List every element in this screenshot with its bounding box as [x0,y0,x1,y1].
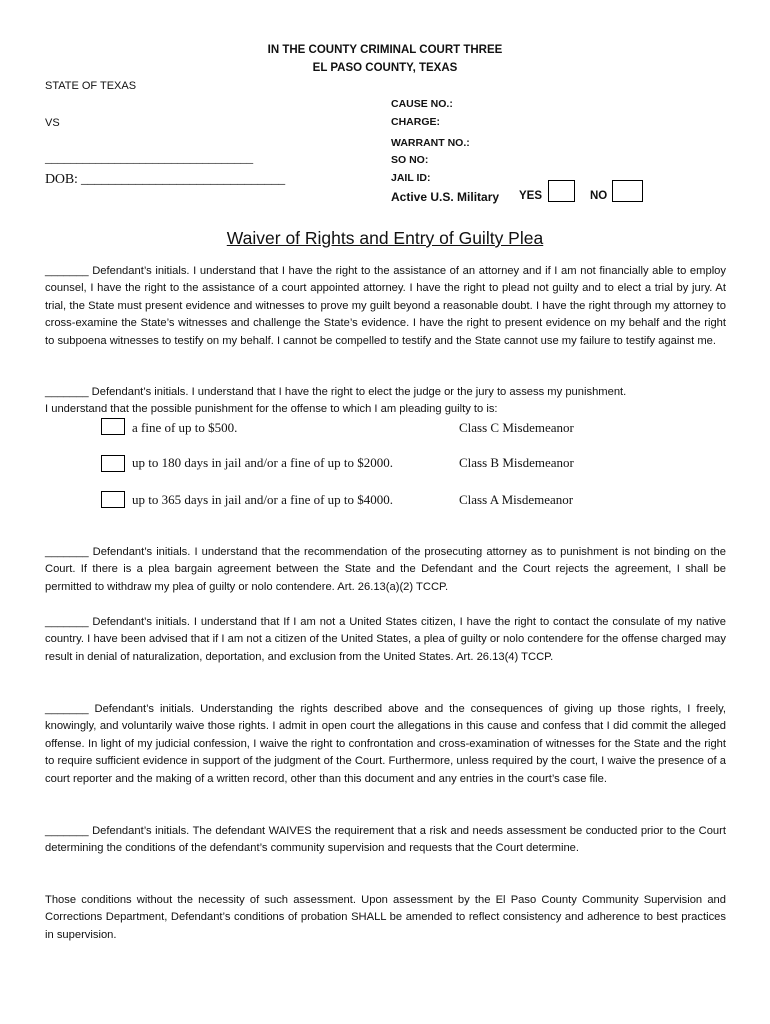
so-no-label: SO NO: [391,154,429,166]
warrant-no-label: WARRANT NO.: [391,137,470,149]
class-b-option-text: up to 180 days in jail and/or a fine of up to $2000. [132,455,394,470]
assessment-waiver-paragraph: _______ Defendant’s initials. The defendant WAIVES the requirement that a risk and needs assessment be conducted prior to the Court determining the conditions of the defendant’s community supervision and requests that the Court determine. [45,825,726,855]
citizenship-paragraph: _______ Defendant’s initials. I understand that If I am not a United States citizen, I have the right to contact the consulate of my native country. I have been advised that if I am not a citizen of the United States, a plea of guilty or nolo contendere for the offense charged may result in denial of naturalization, deportation, and exclusion from the United States. Art. 26.13(4) TCCP. [45,616,726,663]
rights-paragraph: _______ Defendant’s initials. I understand that I have the right to the assistance of an attorney and if I am not financially able to employ counsel, I have the right to the assistance of a court appointed attorney. I have the right to plead not guilty and to elect a trial by jury. At trial, the State must present evidence and witnesses to prove my guilt beyond a reasonable doubt. I have the right through my attorney to cross-examine the State’s witnesses and challenge the State’s evidence. I have the right to present evidence on my behalf and the right to subpoena witnesses to testify on my behalf. I cannot be compelled to testify and the State cannot use my failure to testify against me. [45,265,726,347]
military-label: Active U.S. Military [391,190,500,204]
waiver-paragraph: _______ Defendant’s initials. Understanding the rights described above and the consequences of giving up those rights, I freely, knowingly, and voluntarily waive those rights. I admit in open court the allegations in this cause and confess that I did commit the alleged offense. In light of my judicial confession, I waive the right to confrontation and cross-examination of witnesses for the State and the right to require sufficient evidence in support of the judgment of the Court. Furthermore, unless required by the court, I waive the presence of a court reporter and the making of a written record, other than this document and any entries in the court’s case file. [45,703,726,785]
class-a-option-text: up to 365 days in jail and/or a fine of up to $4000. [132,492,394,507]
class-a-label: Class A Misdemeanor [459,492,574,507]
charge-label: CHARGE: [391,116,440,128]
vs-label: VS [45,117,60,129]
dob-field[interactable]: DOB: ______________________________ [45,172,285,187]
military-yes-checkbox[interactable] [548,180,575,202]
state-label: STATE OF TEXAS [45,80,137,92]
plea-bargain-paragraph: _______ Defendant’s initials. I understand that the recommendation of the prosecuting attorney as to punishment is not binding on the Court. If there is a plea bargain agreement between the State and the Defendant and the Court rejects the agreement, I shall be permitted to withdraw my plea of guilty or nolo contendere. Art. 26.13(a)(2) TCCP. [45,546,726,593]
probation-conditions-paragraph: Those conditions without the necessity of such assessment. Upon assessment by the El Paso County Community Supervision and Corrections Department, Defendant’s conditions of probation SHALL be amended to reflect consistency and adherence to best practices in supervision. [45,894,726,941]
cause-no-label: CAUSE NO.: [391,98,453,110]
jail-id-label: JAIL ID: [391,172,431,184]
class-c-option-text: a fine of up to $500. [132,420,238,435]
military-no-checkbox[interactable] [612,180,643,202]
court-name: IN THE COUNTY CRIMINAL COURT THREE [267,44,503,56]
punishment-range-line: I understand that the possible punishment for the offense to which I am pleading guilty to is: [45,403,498,415]
military-no-label: NO [590,190,608,202]
military-yes-label: YES [519,190,543,202]
class-b-label: Class B Misdemeanor [459,455,574,470]
class-c-label: Class C Misdemeanor [459,420,574,435]
county-name: EL PASO COUNTY, TEXAS [312,62,458,74]
defendant-name-line[interactable]: _________________________________ [45,150,253,165]
class-a-checkbox[interactable] [101,491,125,508]
class-c-checkbox[interactable] [101,418,125,435]
class-b-checkbox[interactable] [101,455,125,472]
punishment-election-line: _______ Defendant’s initials. I understand that I have the right to elect the judge or the jury to assess my punishment. [45,386,627,398]
form-title: Waiver of Rights and Entry of Guilty Plea [226,228,544,248]
